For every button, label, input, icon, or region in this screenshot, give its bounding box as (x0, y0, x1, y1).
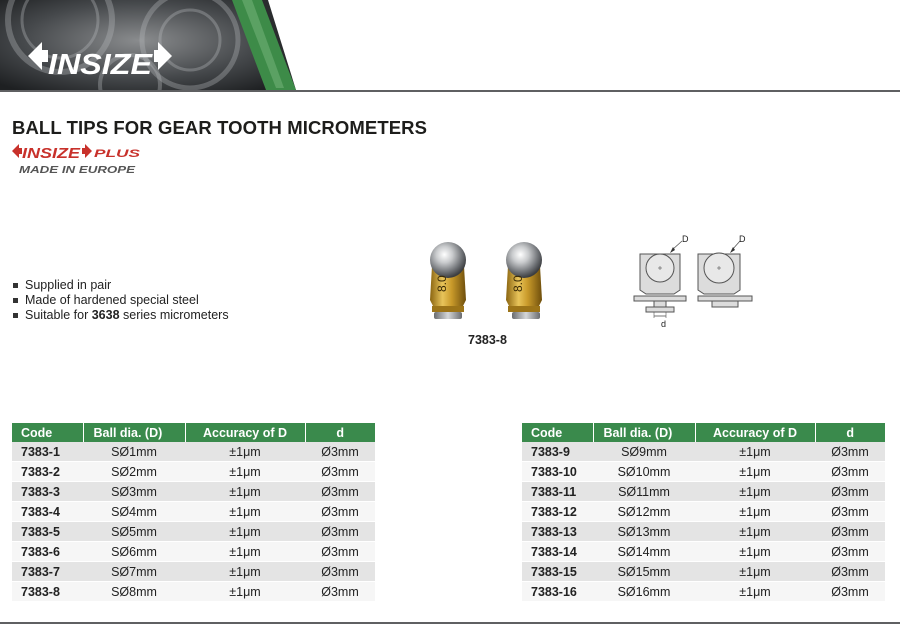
product-caption: 7383-8 (468, 333, 507, 347)
cell-d: Ø3mm (815, 482, 885, 502)
cell-code: 7383-6 (12, 542, 83, 562)
cell-ball-dia: SØ10mm (593, 462, 695, 482)
col-header-ball-dia: Ball dia. (D) (593, 423, 695, 442)
cell-ball-dia: SØ13mm (593, 522, 695, 542)
cell-d: Ø3mm (305, 562, 375, 582)
cell-d: Ø3mm (815, 562, 885, 582)
spec-table-right (522, 423, 885, 602)
cell-d: Ø3mm (815, 462, 885, 482)
col-header-ball-dia: Ball dia. (D) (83, 423, 185, 442)
cell-d: Ø3mm (815, 502, 885, 522)
table-row (12, 502, 375, 522)
cell-code: 7383-13 (522, 522, 593, 542)
table-row (12, 462, 375, 482)
table-row (12, 562, 375, 582)
cell-accuracy: ±1μm (185, 502, 305, 522)
cell-ball-dia: SØ9mm (593, 442, 695, 462)
cell-code: 7383-2 (12, 462, 83, 482)
cell-d: Ø3mm (815, 542, 885, 562)
cell-accuracy: ±1μm (695, 582, 815, 602)
insize-plus-brand: INSIZE (22, 145, 82, 162)
header-rule (0, 90, 900, 92)
cell-d: Ø3mm (815, 522, 885, 542)
cell-code: 7383-3 (12, 482, 83, 502)
cell-d: Ø3mm (305, 502, 375, 522)
bullet-icon (13, 298, 18, 303)
table-row (522, 562, 885, 582)
cell-accuracy: ±1μm (185, 462, 305, 482)
spec-table-left (12, 423, 375, 602)
cell-d: Ø3mm (305, 482, 375, 502)
table-header-row (522, 423, 885, 442)
ball-tip-right (506, 242, 542, 319)
table-row (12, 542, 375, 562)
insize-plus-logo (12, 143, 152, 177)
feature-item (13, 308, 229, 323)
cell-code: 7383-15 (522, 562, 593, 582)
table-row (522, 442, 885, 462)
cell-code: 7383-9 (522, 442, 593, 462)
cell-accuracy: ±1μm (185, 582, 305, 602)
cell-ball-dia: SØ4mm (83, 502, 185, 522)
cell-d: Ø3mm (305, 522, 375, 542)
feature-text: Made of hardened special steel (25, 293, 199, 307)
cell-ball-dia: SØ12mm (593, 502, 695, 522)
cell-d: Ø3mm (815, 442, 885, 462)
cell-code: 7383-8 (12, 582, 83, 602)
drawing-label-d: d (661, 319, 667, 329)
header-banner (0, 0, 900, 92)
insize-plus-label: PLUS (94, 148, 142, 160)
cell-accuracy: ±1μm (185, 522, 305, 542)
technical-drawing (632, 232, 762, 330)
page-title: BALL TIPS FOR GEAR TOOTH MICROMETERS (12, 117, 428, 138)
col-header-accuracy: Accuracy of D (185, 423, 305, 442)
cell-d: Ø3mm (305, 582, 375, 602)
cell-accuracy: ±1μm (695, 442, 815, 462)
cell-ball-dia: SØ3mm (83, 482, 185, 502)
table-row (12, 482, 375, 502)
series-number: 3638 (91, 308, 120, 322)
tip-marking-right: 8.0 (511, 275, 525, 292)
bullet-icon (13, 283, 18, 288)
col-header-d: d (305, 423, 375, 442)
cell-d: Ø3mm (815, 582, 885, 602)
cell-accuracy: ±1μm (185, 442, 305, 462)
cell-code: 7383-12 (522, 502, 593, 522)
table-row (522, 582, 885, 602)
cell-ball-dia: SØ8mm (83, 582, 185, 602)
table-row (522, 462, 885, 482)
cell-ball-dia: SØ11mm (593, 482, 695, 502)
cell-accuracy: ±1μm (695, 462, 815, 482)
ball-tip-left (430, 242, 466, 319)
cell-code: 7383-4 (12, 502, 83, 522)
cell-d: Ø3mm (305, 542, 375, 562)
table-header-row (12, 423, 375, 442)
cell-code: 7383-1 (12, 442, 83, 462)
cell-ball-dia: SØ7mm (83, 562, 185, 582)
feature-text: Supplied in pair (25, 278, 112, 292)
table-row (12, 522, 375, 542)
feature-list (13, 278, 229, 323)
cell-code: 7383-10 (522, 462, 593, 482)
cell-accuracy: ±1μm (695, 502, 815, 522)
table-row (522, 482, 885, 502)
cell-accuracy: ±1μm (185, 542, 305, 562)
cell-accuracy: ±1μm (695, 482, 815, 502)
drawing-left (634, 241, 686, 318)
drawing-label-D-right: D (739, 234, 746, 244)
cell-ball-dia: SØ5mm (83, 522, 185, 542)
table-row (522, 502, 885, 522)
feature-item (13, 293, 229, 308)
product-photo (422, 236, 550, 328)
table-row (522, 522, 885, 542)
cell-accuracy: ±1μm (695, 562, 815, 582)
cell-ball-dia: SØ15mm (593, 562, 695, 582)
col-header-accuracy: Accuracy of D (695, 423, 815, 442)
cell-code: 7383-5 (12, 522, 83, 542)
bullet-icon (13, 313, 18, 318)
cell-ball-dia: SØ1mm (83, 442, 185, 462)
col-header-code: Code (522, 423, 593, 442)
feature-text: Suitable for 3638 series micrometers (25, 308, 229, 322)
feature-item (13, 278, 229, 293)
cell-code: 7383-16 (522, 582, 593, 602)
table-row (12, 442, 375, 462)
drawing-label-D-left: D (682, 234, 689, 244)
col-header-code: Code (12, 423, 83, 442)
footer-rule (0, 622, 900, 624)
drawing-right (698, 241, 752, 307)
cell-code: 7383-14 (522, 542, 593, 562)
cell-ball-dia: SØ2mm (83, 462, 185, 482)
cell-accuracy: ±1μm (185, 562, 305, 582)
cell-accuracy: ±1μm (695, 542, 815, 562)
table-row (12, 582, 375, 602)
cell-ball-dia: SØ16mm (593, 582, 695, 602)
cell-d: Ø3mm (305, 462, 375, 482)
cell-accuracy: ±1μm (185, 482, 305, 502)
made-in-europe-label: MADE IN EUROPE (19, 164, 137, 176)
cell-ball-dia: SØ6mm (83, 542, 185, 562)
cell-code: 7383-11 (522, 482, 593, 502)
table-row (522, 542, 885, 562)
tip-marking-left: 8.0 (435, 275, 449, 292)
cell-accuracy: ±1μm (695, 522, 815, 542)
insize-logo-text: INSIZE (48, 49, 154, 81)
col-header-d: d (815, 423, 885, 442)
cell-d: Ø3mm (305, 442, 375, 462)
cell-ball-dia: SØ14mm (593, 542, 695, 562)
cell-code: 7383-7 (12, 562, 83, 582)
